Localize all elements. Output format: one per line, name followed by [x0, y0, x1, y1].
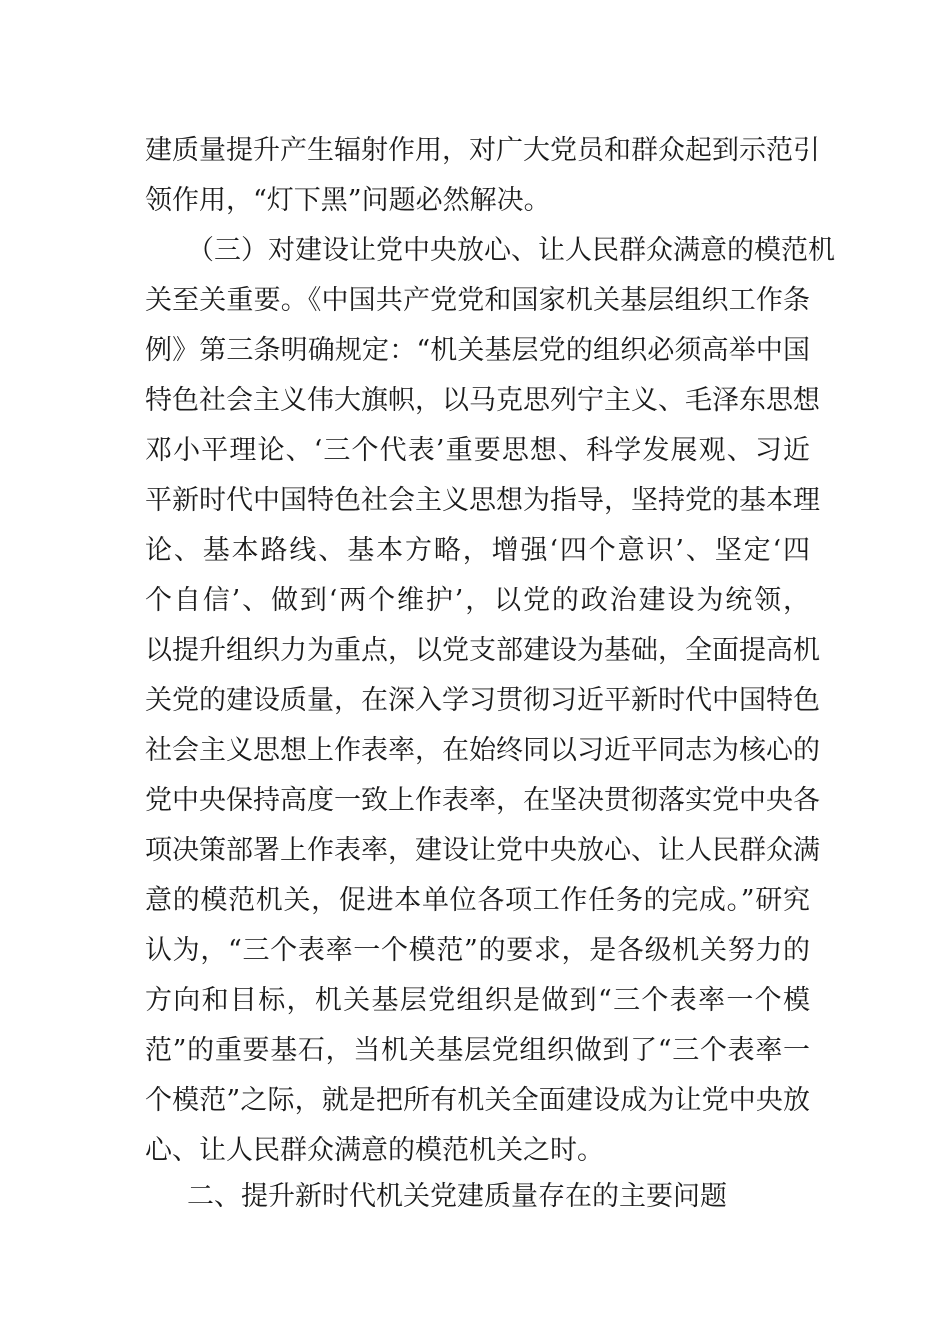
text-line: 领作用，“灯下黑”问题必然解决。 — [145, 185, 551, 216]
paragraph-1 — [145, 126, 820, 226]
text-line: 个模范”之际，就是把所有机关全面建设成为让党中央放 — [145, 1085, 810, 1116]
text-line: 关至关重要。《中国共产党党和国家机关基层组织工作条 — [145, 285, 810, 316]
heading-text: 二、提升新时代机关党建质量存在的主要问题 — [187, 1181, 727, 1212]
text-line: 论、基本路线、基本方略，增强‘四个意识’、坚定‘四 — [145, 535, 810, 566]
text-line: 邓小平理论、‘三个代表’重要思想、科学发展观、习近 — [145, 435, 810, 466]
paragraph-2 — [145, 226, 835, 1176]
text-line: 认为，“三个表率一个模范”的要求，是各级机关努力的 — [145, 935, 810, 966]
text-line: 例》第三条明确规定：“机关基层党的组织必须高举中国 — [145, 335, 810, 366]
text-line: 社会主义思想上作表率，在始终同以习近平同志为核心的 — [145, 735, 820, 766]
section-heading — [145, 1172, 810, 1222]
text-line: 心、让人民群众满意的模范机关之时。 — [145, 1135, 604, 1166]
text-line: 意的模范机关，促进本单位各项工作任务的完成。”研究 — [145, 885, 810, 916]
text-line: （三）对建设让党中央放心、让人民群众满意的模范机 — [187, 235, 835, 266]
text-line: 特色社会主义伟大旗帜，以马克思列宁主义、毛泽东思想 — [145, 385, 820, 416]
text-line: 范”的重要基石，当机关基层党组织做到了“三个表率一 — [145, 1035, 810, 1066]
text-line: 方向和目标，机关基层党组织是做到“三个表率一个模 — [145, 985, 810, 1016]
text-line: 以提升组织力为重点，以党支部建设为基础，全面提高机 — [145, 635, 820, 666]
text-line: 建质量提升产生辐射作用，对广大党员和群众起到示范引 — [145, 135, 820, 166]
text-line: 平新时代中国特色社会主义思想为指导，坚持党的基本理 — [145, 485, 820, 516]
text-line: 个自信’、做到‘两个维护’，以党的政治建设为统领， — [145, 585, 810, 616]
text-line: 党中央保持高度一致上作表率，在坚决贯彻落实党中央各 — [145, 785, 820, 816]
text-line: 关党的建设质量，在深入学习贯彻习近平新时代中国特色 — [145, 685, 820, 716]
text-line: 项决策部署上作表率，建设让党中央放心、让人民群众满 — [145, 835, 820, 866]
